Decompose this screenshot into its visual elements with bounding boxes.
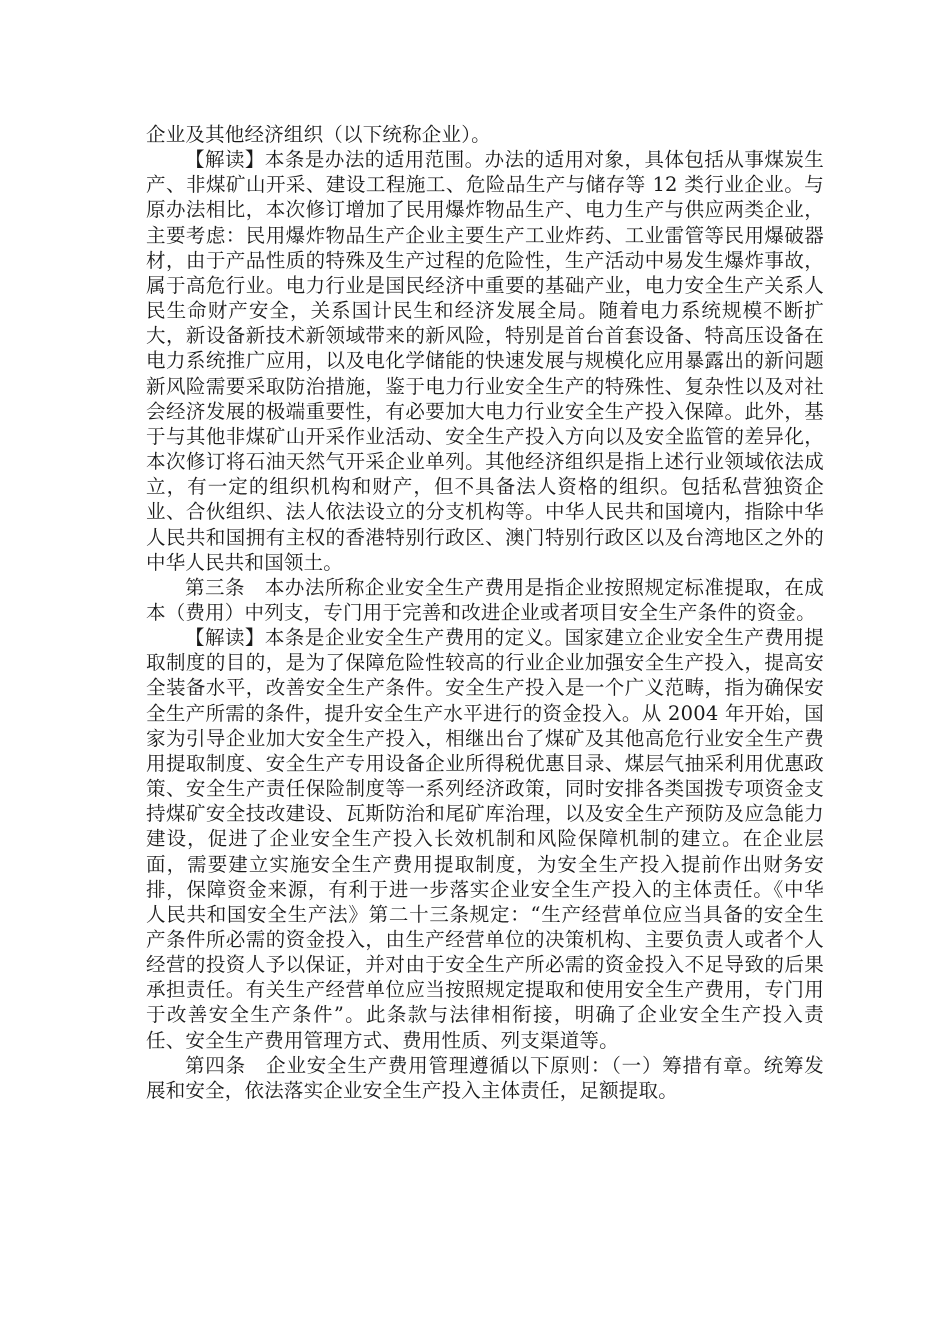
paragraph-interpretation-scope: 【解读】本条是办法的适用范围。办法的适用对象，具体包括从事煤炭生产、非煤矿山开采、建设工程施工、危险品生产与储存等 12 类行业企业。与原办法相比，本次修订增加了民用爆炸物品生产、电力生产与供应两类企业，主要考虑：民用爆炸物品生产企业主要生产工业炸药、工业雷管等民用爆破器材，由于产品性质的特殊及生产过程的危险性，生产活动中易发生爆炸事故，属于高危行业。电力行业是国民经济中重要的基础产业，电力安全生产关系人民生命财产安全，关系国计民生和经济发展全局。随着电力系统规模不断扩大，新设备新技术新领域带来的新风险，特别是首台首套设备、特高压设备在电力系统推广应用，以及电化学储能的快速发展与规模化应用暴露出的新问题新风险需要采取防治措施，鉴于电力行业安全生产的特殊性、复杂性以及对社会经济发展的极端重要性，有必要加大电力行业安全生产投入保障。此外，基于与其他非煤矿山开采作业活动、安全生产投入方向以及安全监管的差异化，本次修订将石油天然气开采企业单列。其他经济组织是指上述行业领域依法成立，有一定的组织机构和财产，但不具备法人资格的组织。包括私营独资企业、合伙组织、法人依法设立的分支机构等。中华人民共和国境内，指除中华人民共和国拥有主权的香港特别行政区、澳门特别行政区以及台湾地区之外的中华人民共和国领土。: [146, 148, 824, 574]
document-body: [146, 122, 824, 1103]
paragraph-interpretation-definition: 【解读】本条是企业安全生产费用的定义。国家建立企业安全生产费用提取制度的目的，是为了保障危险性较高的行业企业加强安全生产投入，提高安全装备水平，改善安全生产条件。安全生产投入是一个广义范畴，指为确保安全生产所需的条件，提升安全生产水平进行的资金投入。从 2004 年开始，国家为引导企业加大安全生产投入，相继出台了煤矿及其他高危行业安全生产费用提取制度、安全生产专用设备企业所得税优惠目录、煤层气抽采利用优惠政策、安全生产责任保险制度等一系列经济政策，同时安排各类国拨专项资金支持煤矿安全技改建设、瓦斯防治和尾矿库治理，以及安全生产预防及应急能力建设，促进了企业安全生产投入长效机制和风险保障机制的建立。在企业层面，需要建立实施安全生产费用提取制度，为安全生产投入提前作出财务安排，保障资金来源，有利于进一步落实企业安全生产投入的主体责任。《中华人民共和国安全生产法》第二十三条规定：“生产经营单位应当具备的安全生产条件所必需的资金投入，由生产经营单位的决策机构、主要负责人或者个人经营的投资人予以保证，并对由于安全生产所必需的资金投入不足导致的后果承担责任。有关生产经营单位应当按照规定提取和使用安全生产费用，专门用于改善安全生产条件”。此条款与法律相衔接，明确了企业安全生产投入责任、安全生产费用管理方式、费用性质、列支渠道等。: [146, 626, 824, 1052]
paragraph-article-3: 第三条 本办法所称企业安全生产费用是指企业按照规定标准提取，在成本（费用）中列支，专门用于完善和改进企业或者项目安全生产条件的资金。: [146, 575, 824, 624]
paragraph-article-4: 第四条 企业安全生产费用管理遵循以下原则：（一）筹措有章。统筹发展和安全，依法落实企业安全生产投入主体责任，足额提取。: [146, 1053, 824, 1102]
paragraph-scope-continuation: 企业及其他经济组织（以下统称企业）。: [146, 123, 491, 146]
